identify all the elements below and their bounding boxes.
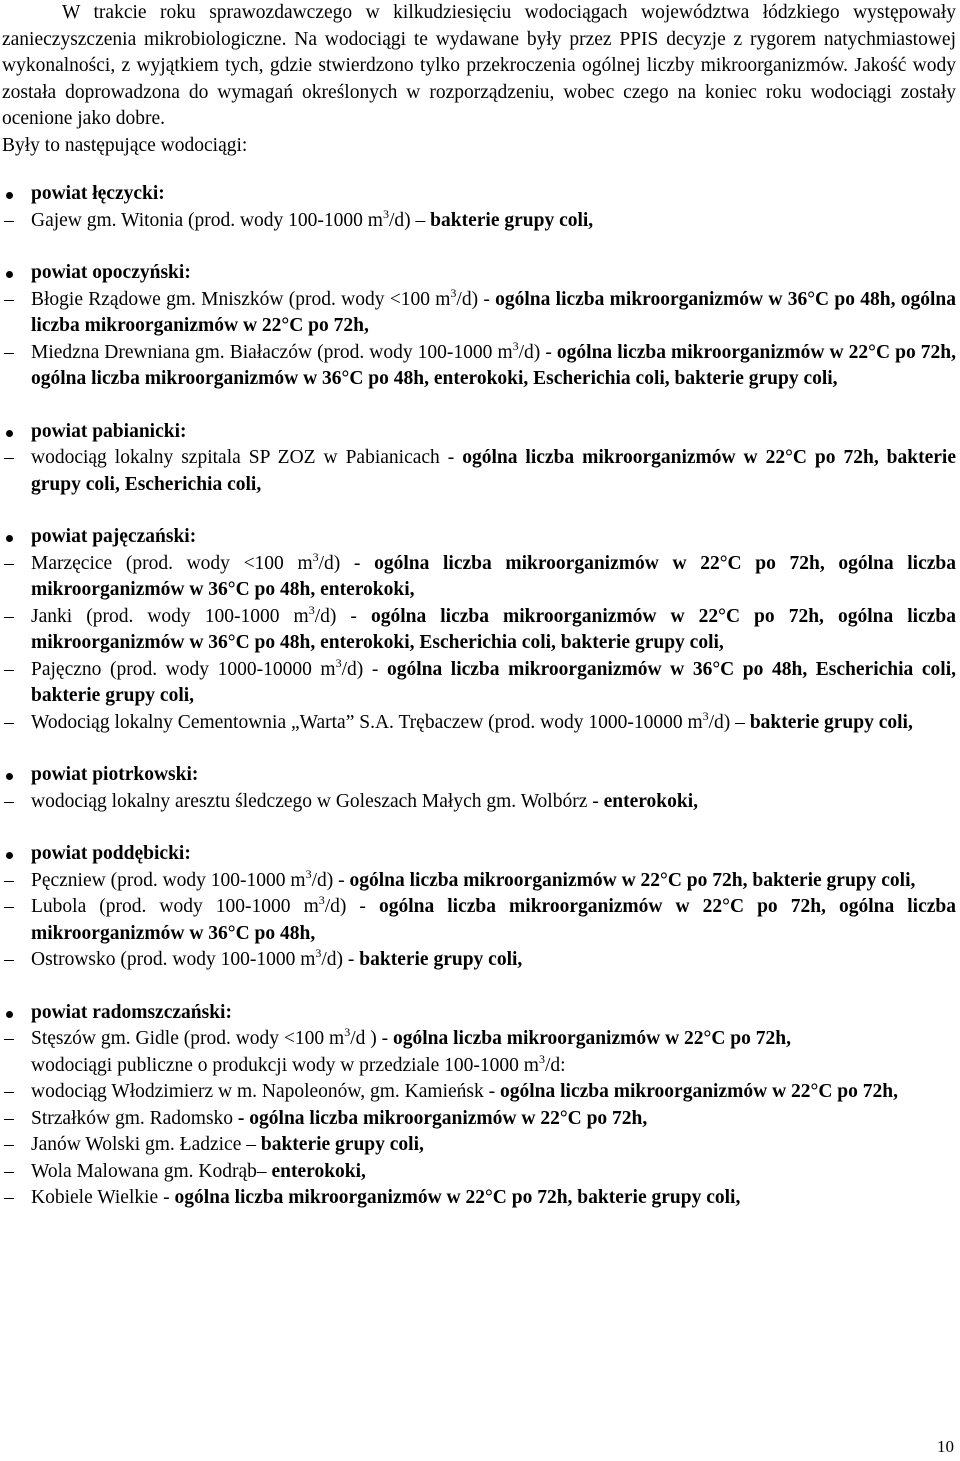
county-section — [0, 524, 960, 762]
bullet-icon — [6, 192, 13, 199]
county-section — [0, 181, 960, 260]
entry-after: /d) - — [324, 896, 379, 917]
entry-plain: Miedzna Drewniana gm. Białaczów (prod. wody 100-1000 m — [31, 341, 513, 363]
list-item — [0, 208, 960, 235]
dash-icon — [4, 617, 14, 618]
dash-icon — [4, 1198, 14, 1199]
note-plain: wodociągi publiczne o produkcji wody w przedziale 100-1000 m — [31, 1054, 539, 1076]
entry-bold: ogólna liczba mikroorganizmów w 22°C po 72h, bakterie grupy coli, — [174, 1187, 741, 1208]
bullet-icon — [6, 773, 13, 780]
entry-plain: Pęczniew (prod. wody 100-1000 m — [31, 869, 306, 891]
entry-plain: Wola Malowana gm. Kodrąb– — [31, 1160, 272, 1182]
list-item — [0, 789, 960, 816]
entry-bold: ogólna liczba mikroorganizmów w 22°C po 72h, bakterie grupy coli, Escherichia coli, — [31, 447, 956, 495]
dash-icon — [4, 881, 14, 882]
county-section — [0, 419, 960, 525]
radomszczanski-entries — [0, 1079, 960, 1212]
entry-plain: Ostrowsko (prod. wody 100-1000 m — [31, 949, 316, 970]
entry-bold: bakterie grupy coli, — [260, 1134, 424, 1155]
dash-icon — [4, 353, 14, 354]
entry-bold: enterokoki, — [603, 790, 699, 812]
dash-icon — [4, 960, 14, 961]
entry-sup: 3 — [318, 893, 325, 907]
list-item — [0, 947, 960, 974]
county-name: powiat łęczycki: — [31, 183, 165, 204]
county-section — [0, 762, 960, 841]
bullet-icon — [6, 535, 13, 542]
list-item — [0, 1106, 960, 1133]
county-heading — [0, 762, 960, 789]
entry-plain: Wodociąg lokalny Cementownia „Warta” S.A. Trębaczew (prod. wody 1000-10000 m — [31, 711, 703, 733]
entry-sup: 3 — [702, 708, 709, 723]
entry-bold: ogólna liczba mikroorganizmów w 22°C po 72h, ogólna liczba mikroorganizmów w 36°C po 48h, enterokoki, — [31, 552, 956, 600]
entry-sup: 3 — [512, 338, 519, 353]
dash-icon — [4, 723, 14, 724]
entry-bold: ogólna liczba mikroorganizmów w 22°C po 72h, ogólna liczba mikroorganizmów w 36°C po 48h, enterokoki, Escherichia coli, bakterie grupy coli, — [31, 605, 957, 653]
list-item — [0, 1079, 960, 1106]
entry-after: /d) - — [318, 552, 375, 574]
entry-plain: Błogie Rządowe gm. Mniszków (prod. wody <100 m — [31, 288, 451, 310]
list-item — [0, 1132, 960, 1159]
entry-sup: 3 — [335, 655, 342, 670]
section-spacer — [0, 736, 960, 762]
entry-after: /d ) - — [350, 1028, 393, 1049]
intro-paragraph: W trakcie roku sprawozdawczego w kilkudziesięciu wodociągach województwa łódzkiego występowały zanieczyszczenia mikrobiologiczne. Na wodociągi te wydawane były przez PPIS decyzje z rygorem natychmiastowej wykonalności, z wyjątkiem tych, gdzie stwierdzono tylko przekroczenia ogólnej liczby mikroorganizmów. Jakość wody została doprowadzona do wymagań określonych w rozporządzeniu, wobec czego na koniec roku wodociągi zostały ocenione jako dobre. — [2, 2, 956, 129]
entry-sup: 3 — [308, 602, 315, 617]
page-number: 10 — [937, 1437, 954, 1456]
entry-plain: Strzałków gm. Radomsko — [31, 1107, 238, 1129]
bullet-icon — [6, 271, 13, 278]
entry-bold: ogólna liczba mikroorganizmów w 22°C po 72h, — [499, 1081, 898, 1102]
county-heading — [0, 181, 960, 208]
entry-bold: - ogólna liczba mikroorganizmów w 22°C po 72h, — [237, 1107, 648, 1129]
entry-plain: Lubola (prod. wody 100-1000 m — [31, 896, 319, 917]
entry-bold: ogólna liczba mikroorganizmów w 22°C po 72h, ogólna liczba mikroorganizmów w 36°C po 48h, — [31, 896, 956, 944]
entry-after: /d) - — [456, 288, 496, 310]
list-item — [0, 710, 960, 737]
entry-after: /d) - — [341, 658, 387, 680]
list-item — [0, 551, 960, 604]
county-name: powiat poddębicki: — [31, 843, 191, 864]
section-spacer — [0, 498, 960, 524]
section-spacer — [0, 974, 960, 1000]
subgroup-note — [0, 1053, 960, 1080]
county-heading — [0, 260, 960, 287]
dash-icon — [4, 458, 14, 459]
list-item — [0, 604, 960, 657]
list-item — [0, 894, 960, 947]
entry-bold: bakterie grupy coli, — [749, 711, 913, 733]
dash-icon — [4, 1092, 14, 1093]
county-name: powiat pabianicki: — [31, 420, 187, 442]
list-item — [0, 287, 960, 340]
entry-sup: 3 — [312, 549, 319, 564]
entry-bold: ogólna liczba mikroorganizmów w 22°C po 72h, ogólna liczba mikroorganizmów w 36°C po 48h, enterokoki, Escherichia coli, bakterie grupy coli, — [31, 341, 956, 389]
entry-after: /d) - — [518, 341, 557, 363]
dash-icon — [4, 1145, 14, 1146]
entry-plain: wodociąg lokalny aresztu śledczego w Goleszach Małych gm. Wolbórz - — [31, 790, 604, 812]
entry-sup: 3 — [382, 206, 389, 221]
list-item — [0, 1159, 960, 1186]
list-item — [0, 1026, 960, 1053]
county-section-radomszczanski — [0, 1000, 960, 1212]
section-spacer — [0, 815, 960, 841]
county-heading — [0, 841, 960, 868]
dash-icon — [4, 1039, 14, 1040]
county-heading — [0, 1000, 960, 1027]
entry-bold: bakterie grupy coli, — [430, 209, 594, 231]
dash-icon — [4, 1119, 14, 1120]
entry-sup: 3 — [344, 1025, 351, 1039]
county-name: powiat radomszczański: — [31, 1001, 232, 1023]
list-lead: Były to następujące wodociągi: — [2, 134, 248, 156]
entry-bold: ogólna liczba mikroorganizmów w 36°C po 48h, ogólna liczba mikroorganizmów w 22°C po 72h, — [31, 288, 956, 336]
county-list — [0, 181, 960, 1000]
entry-sup: 3 — [315, 946, 322, 960]
entry-plain: Pajęczno (prod. wody 1000-10000 m — [31, 658, 336, 680]
entry-sup: 3 — [305, 866, 312, 881]
list-item — [0, 1185, 960, 1212]
entry-plain: Kobiele Wielkie - — [31, 1187, 175, 1208]
entry-after: /d) - — [311, 869, 350, 891]
dash-icon — [4, 564, 14, 565]
dash-icon — [4, 670, 14, 671]
dash-icon — [4, 802, 14, 803]
entry-plain: Stęszów gm. Gidle (prod. wody <100 m — [31, 1028, 345, 1049]
county-heading — [0, 524, 960, 551]
entry-after: /d) - — [314, 605, 371, 627]
county-name: powiat opoczyński: — [31, 262, 191, 283]
entry-bold: ogólna liczba mikroorganizmów w 36°C po 48h, Escherichia coli, bakterie grupy coli, — [31, 658, 956, 706]
bullet-icon — [6, 852, 13, 859]
entry-bold: ogólna liczba mikroorganizmów w 22°C po 72h, bakterie grupy coli, — [349, 869, 916, 891]
entry-bold: ogólna liczba mikroorganizmów w 22°C po 72h, — [393, 1028, 791, 1049]
county-heading — [0, 419, 960, 446]
county-section — [0, 841, 960, 1000]
note-after: /d: — [544, 1054, 566, 1076]
list-item — [0, 445, 960, 498]
section-spacer — [0, 234, 960, 260]
county-name: powiat pajęczański: — [31, 526, 197, 547]
entry-plain: wodociąg Włodzimierz w m. Napoleonów, gm. Kamieńsk - — [31, 1081, 500, 1102]
bullet-icon — [6, 430, 13, 437]
entry-bold: enterokoki, — [271, 1160, 366, 1182]
county-name: powiat piotrkowski: — [31, 764, 199, 785]
entry-after: /d) - — [321, 949, 360, 970]
entry-plain: Marzęcice (prod. wody <100 m — [31, 552, 313, 574]
entry-sup: 3 — [450, 285, 457, 300]
section-spacer — [0, 393, 960, 419]
entry-plain: wodociąg lokalny szpitala SP ZOZ w Pabianicach - — [31, 447, 463, 468]
county-section — [0, 260, 960, 419]
entry-after: /d) – — [708, 711, 750, 733]
list-item — [0, 657, 960, 710]
bullet-icon — [6, 1011, 13, 1018]
dash-icon — [4, 300, 14, 301]
list-item — [0, 340, 960, 393]
dash-icon — [4, 221, 14, 222]
entry-bold: bakterie grupy coli, — [359, 949, 523, 970]
dash-icon — [4, 1172, 14, 1173]
entry-plain: Gajew gm. Witonia (prod. wody 100-1000 m — [31, 209, 383, 231]
entry-plain: Janki (prod. wody 100-1000 m — [31, 605, 309, 627]
note-sup: 3 — [538, 1051, 545, 1066]
dash-icon — [4, 907, 14, 908]
entry-plain: Janów Wolski gm. Ładzice – — [31, 1134, 261, 1155]
entry-after: /d) – — [388, 209, 431, 231]
list-item — [0, 868, 960, 895]
